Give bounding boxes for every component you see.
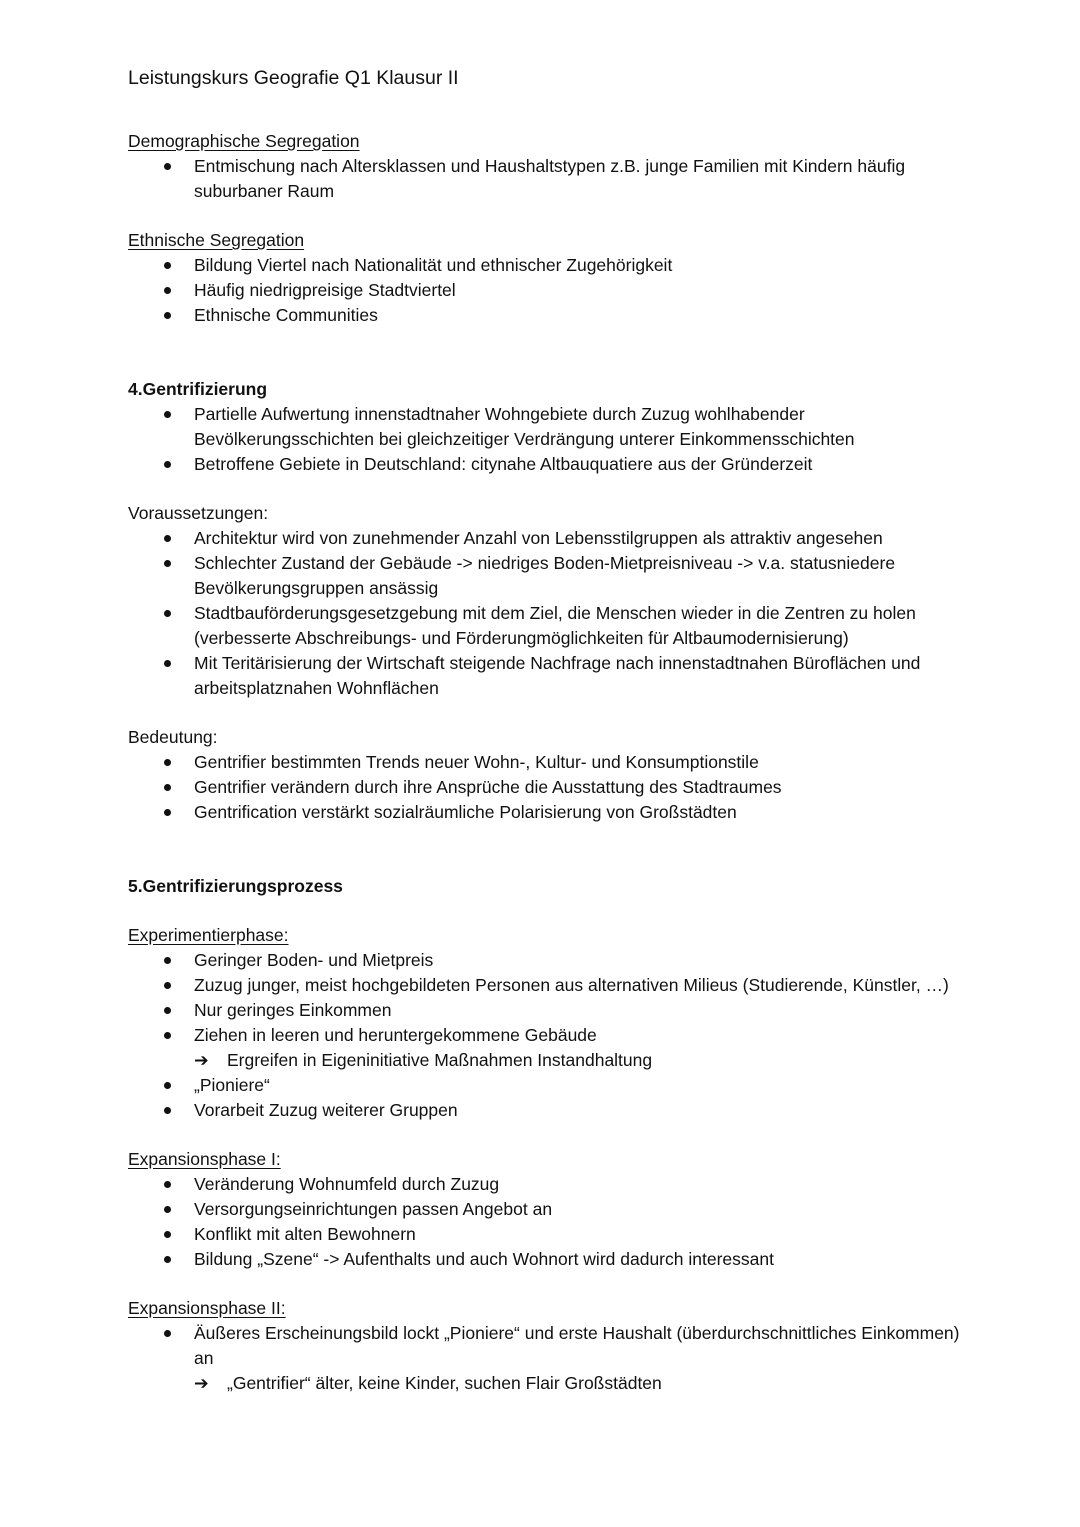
arrow-right-icon: ➔ — [194, 1373, 209, 1393]
list-item: Versorgungseinrichtungen passen Angebot an — [194, 1197, 980, 1222]
list-item: Schlechter Zustand der Gebäude -> niedriges Boden-Mietpreisniveau -> v.a. statusniedere Bevölkerungsgruppen ansässig — [194, 551, 980, 601]
list-item: Veränderung Wohnumfeld durch Zuzug — [194, 1172, 980, 1197]
bullet-list — [128, 948, 980, 1123]
section-title: 4.Gentrifizierung — [128, 379, 268, 399]
section-title: Ethnische Segregation — [128, 230, 305, 250]
section-experimentierphase — [128, 923, 980, 1123]
list-item-text: Äußeres Erscheinungsbild lockt „Pioniere“ und erste Haushalt (überdurchschnittliches Einkommen) an — [194, 1323, 960, 1368]
bullet-list — [128, 750, 980, 825]
section-title: Demographische Segregation — [128, 131, 360, 151]
section-title: Expansionsphase I: — [128, 1149, 281, 1169]
arrow-note-text: Ergreifen in Eigeninitiative Maßnahmen Instandhaltung — [227, 1050, 653, 1070]
bullet-list — [128, 1172, 980, 1272]
section-expansionsphase-2 — [128, 1296, 980, 1396]
list-item: Ethnische Communities — [194, 303, 980, 328]
list-item: Gentrification verstärkt sozialräumliche Polarisierung von Großstädten — [194, 800, 980, 825]
section-voraussetzungen — [128, 501, 980, 701]
arrow-note — [194, 1048, 980, 1073]
list-item — [194, 1023, 980, 1073]
list-item: Mit Teritärisierung der Wirtschaft steigende Nachfrage nach innenstadtnahen Büroflächen und arbeitsplatznahen Wohnflächen — [194, 651, 980, 701]
list-item: Geringer Boden- und Mietpreis — [194, 948, 980, 973]
section-gentrifizierung — [128, 377, 980, 477]
section-demographische-segregation — [128, 129, 980, 204]
arrow-right-icon: ➔ — [194, 1050, 209, 1070]
list-item: Konflikt mit alten Bewohnern — [194, 1222, 980, 1247]
bullet-list — [128, 526, 980, 701]
list-item: Häufig niedrigpreisige Stadtviertel — [194, 278, 980, 303]
list-item: Vorarbeit Zuzug weiterer Gruppen — [194, 1098, 980, 1123]
list-item: Bildung Viertel nach Nationalität und ethnischer Zugehörigkeit — [194, 253, 980, 278]
list-item — [194, 1321, 980, 1396]
section-ethnische-segregation — [128, 228, 980, 328]
arrow-note-text: „Gentrifier“ älter, keine Kinder, suchen Flair Großstädten — [227, 1373, 662, 1393]
bullet-list — [128, 402, 980, 477]
list-item: Stadtbauförderungsgesetzgebung mit dem Ziel, die Menschen wieder in die Zentren zu holen (verbesserte Abschreibungs- und Förderungmöglichkeiten für Altbaumodernisierung) — [194, 601, 980, 651]
list-item: Gentrifier verändern durch ihre Ansprüche die Ausstattung des Stadtraumes — [194, 775, 980, 800]
list-item: Bildung „Szene“ -> Aufenthalts und auch Wohnort wird dadurch interessant — [194, 1247, 980, 1272]
bullet-list — [128, 253, 980, 328]
list-item: Gentrifier bestimmten Trends neuer Wohn-, Kultur- und Konsumptionstile — [194, 750, 980, 775]
list-item: Zuzug junger, meist hochgebildeten Personen aus alternativen Milieus (Studierende, Künstler, …) — [194, 973, 980, 998]
section-title: Voraussetzungen: — [128, 503, 269, 523]
section-title: Expansionsphase II: — [128, 1298, 286, 1318]
list-item-text: Ziehen in leeren und heruntergekommene Gebäude — [194, 1025, 597, 1045]
document-header: Leistungskurs Geografie Q1 Klausur II — [128, 67, 459, 89]
section-title: Bedeutung: — [128, 727, 218, 747]
list-item: Partielle Aufwertung innenstadtnaher Wohngebiete durch Zuzug wohlhabender Bevölkerungsschichten bei gleichzeitiger Verdrängung unterer Einkommensschichten — [194, 402, 980, 452]
bullet-list — [128, 154, 980, 204]
list-item: Architektur wird von zunehmender Anzahl von Lebensstilgruppen als attraktiv angesehen — [194, 526, 980, 551]
bullet-list — [128, 1321, 980, 1396]
section-title-gentrifizierungsprozess: 5.Gentrifizierungsprozess — [128, 876, 343, 896]
list-item: Betroffene Gebiete in Deutschland: citynahe Altbauquatiere aus der Gründerzeit — [194, 452, 980, 477]
section-expansionsphase-1 — [128, 1147, 980, 1272]
list-item: Entmischung nach Altersklassen und Haushaltstypen z.B. junge Familien mit Kindern häufig suburbaner Raum — [194, 154, 980, 204]
arrow-note — [194, 1371, 980, 1396]
list-item: Nur geringes Einkommen — [194, 998, 980, 1023]
section-bedeutung — [128, 725, 980, 825]
section-title: Experimentierphase: — [128, 925, 289, 945]
list-item: „Pioniere“ — [194, 1073, 980, 1098]
